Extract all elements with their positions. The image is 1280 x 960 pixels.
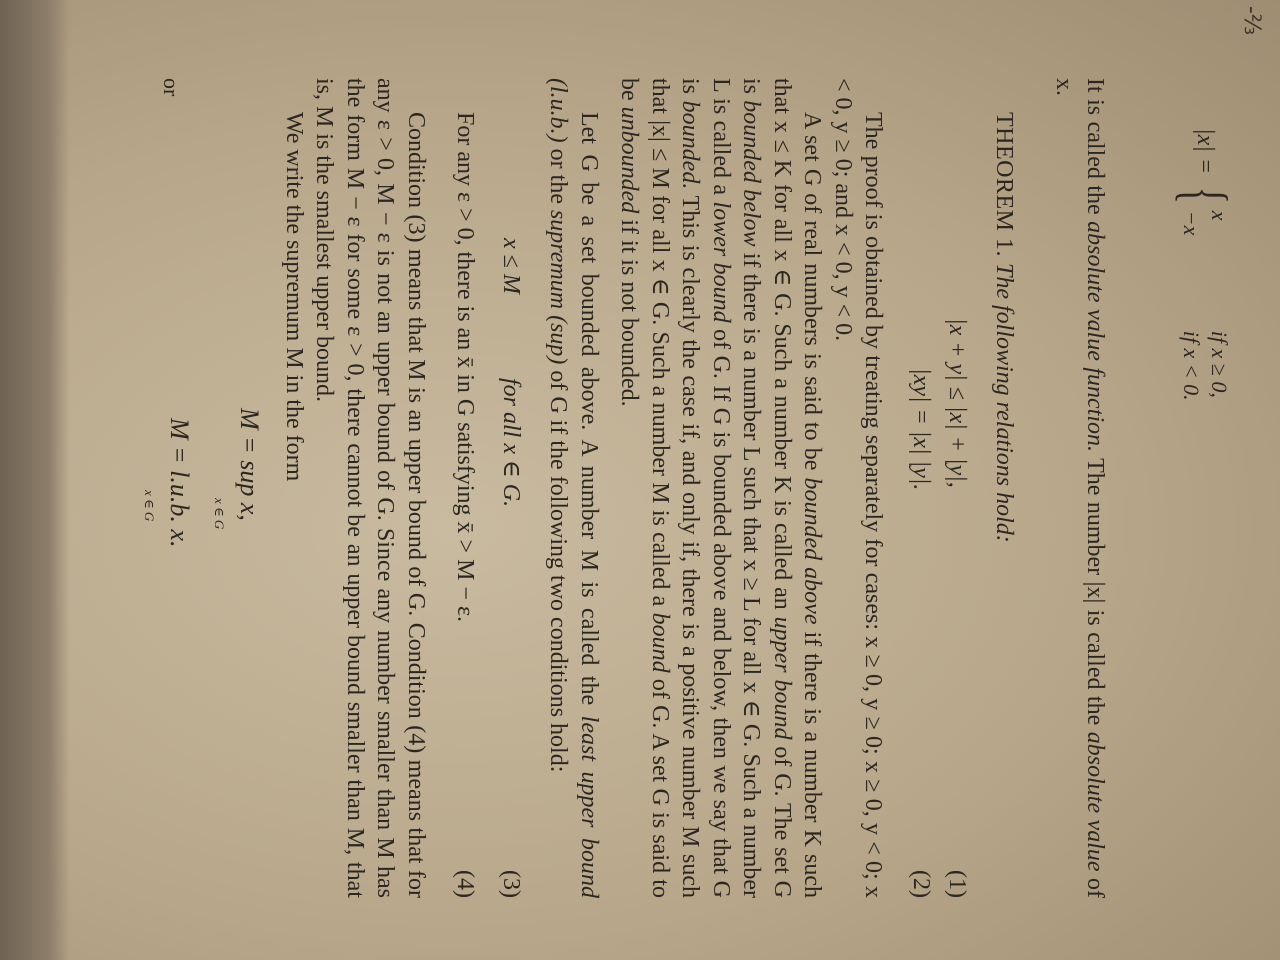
write-line: We write the supremum M in the form xyxy=(281,112,307,482)
text-run: of G if the following two conditions hold: xyxy=(545,364,572,773)
equation-3-number: (3) xyxy=(498,870,525,898)
equation-1-number: (1) xyxy=(943,870,970,898)
text-run-italic: absolute value function. xyxy=(1082,221,1108,453)
text-run: or the xyxy=(545,142,572,210)
text-run-italic: bounded above xyxy=(799,477,826,625)
equation-4-number: (4) xyxy=(452,870,479,898)
equation-3-left: x ≤ M xyxy=(498,238,525,294)
case1-condition: if x ≥ 0, xyxy=(1207,330,1232,398)
text-run-italic: unbounded xyxy=(616,106,643,214)
text-run-italic: supremum (sup) xyxy=(545,209,572,365)
proof-paragraph: The proof is obtained by treating separately for cases: x ≥ 0, y ≥ 0; x ≥ 0, y < 0; x < 0, y ≥ 0; and x < 0, y < 0. xyxy=(830,78,887,898)
text-run: A set G of real numbers is said to be xyxy=(799,112,826,478)
lub-equation xyxy=(139,78,209,898)
theorem-statement: The following relations hold: xyxy=(991,263,1017,543)
case2-condition: if x < 0. xyxy=(1179,330,1204,401)
text-run-italic: bounded below xyxy=(738,100,765,247)
text-run: of G. A set G is said to be xyxy=(616,78,673,899)
text-run: of x. xyxy=(1051,78,1108,899)
equation-4-row xyxy=(447,78,483,898)
equation-1: |x + y| ≤ |x| + |y|, xyxy=(943,318,970,488)
text-run: if there is a number K such that x ≤ K for all x ∈ G. Such a number K is called an xyxy=(769,78,826,898)
text-run: if there is a number L such that x ≥ L for all x ∈ G. Such a number L is called a xyxy=(708,78,765,899)
text-run: of G. The set G is xyxy=(738,78,795,898)
text-run-italic: bounded. xyxy=(677,100,704,190)
equation-3-right: for all x ∈ G. xyxy=(498,378,525,508)
text-run-italic: least upper bound (l.u.b.) xyxy=(545,78,602,898)
absolute-value-paragraph xyxy=(1049,78,1110,898)
condition-paragraph: Condition (3) means that M is an upper bound of G. Condition (4) means that for any ε > 0, M − ε is not an upper bound of G. Since any number smaller than M has the form M − ε for some ε > 0, there cannot be an upper bound smaller than M, that is, M is the smallest upper bound. xyxy=(311,78,429,898)
text-run-italic: lower bound xyxy=(708,201,734,323)
left-brace: { xyxy=(1170,186,1241,204)
equation-1-row xyxy=(939,78,975,898)
case1-value: x xyxy=(1207,210,1232,221)
equation-3-row xyxy=(493,78,529,898)
abs-def-cases xyxy=(1177,211,1233,401)
text-run: It is called the xyxy=(1082,78,1108,222)
sup-equation xyxy=(209,78,279,898)
lub-paragraph xyxy=(543,78,604,898)
text-run: Let G be a set bounded above. A number M is called the xyxy=(576,112,602,716)
text-run-italic: absolute value xyxy=(1082,731,1108,872)
theorem-label: THEOREM 1. xyxy=(991,112,1017,257)
equation-2-row xyxy=(903,78,939,898)
equation-2: |xy| = |x| |y|. xyxy=(907,368,934,491)
lub-equation-text: M = l.u.b. x. xyxy=(165,418,195,548)
page-corner-mark: -⅔ xyxy=(1238,5,1264,36)
text-run: if it is not bounded. xyxy=(616,213,643,407)
abs-def-lhs: |x| = xyxy=(1192,128,1219,175)
text-run-italic: bound xyxy=(647,612,673,673)
bounded-paragraph xyxy=(614,78,828,898)
equation-4: For any ε > 0, there is an x̄ in G satisfying x̄ > M − ε. xyxy=(452,112,479,623)
absolute-value-definition xyxy=(1170,128,1241,401)
equation-2-number: (2) xyxy=(907,870,934,898)
text-run-italic: upper bound xyxy=(769,616,795,740)
sup-equation-subscript: x ∈ G xyxy=(212,498,228,530)
page-text-block xyxy=(139,78,1241,899)
or-word: or xyxy=(159,78,185,97)
lub-equation-subscript: x ∈ G xyxy=(142,490,158,522)
text-run: of G. If G is bounded above and below, then we say that G is xyxy=(677,78,734,898)
text-run: This is clearly the case if, and only if, there is a positive number M such that |x| ≤ M for all x ∈ G. Such a number M is called a xyxy=(647,78,704,898)
text-run: The number |x| is called the xyxy=(1082,452,1108,732)
case2-value: −x xyxy=(1179,210,1204,236)
sup-equation-text: M = sup x, xyxy=(235,408,265,521)
theorem-heading xyxy=(989,78,1020,898)
